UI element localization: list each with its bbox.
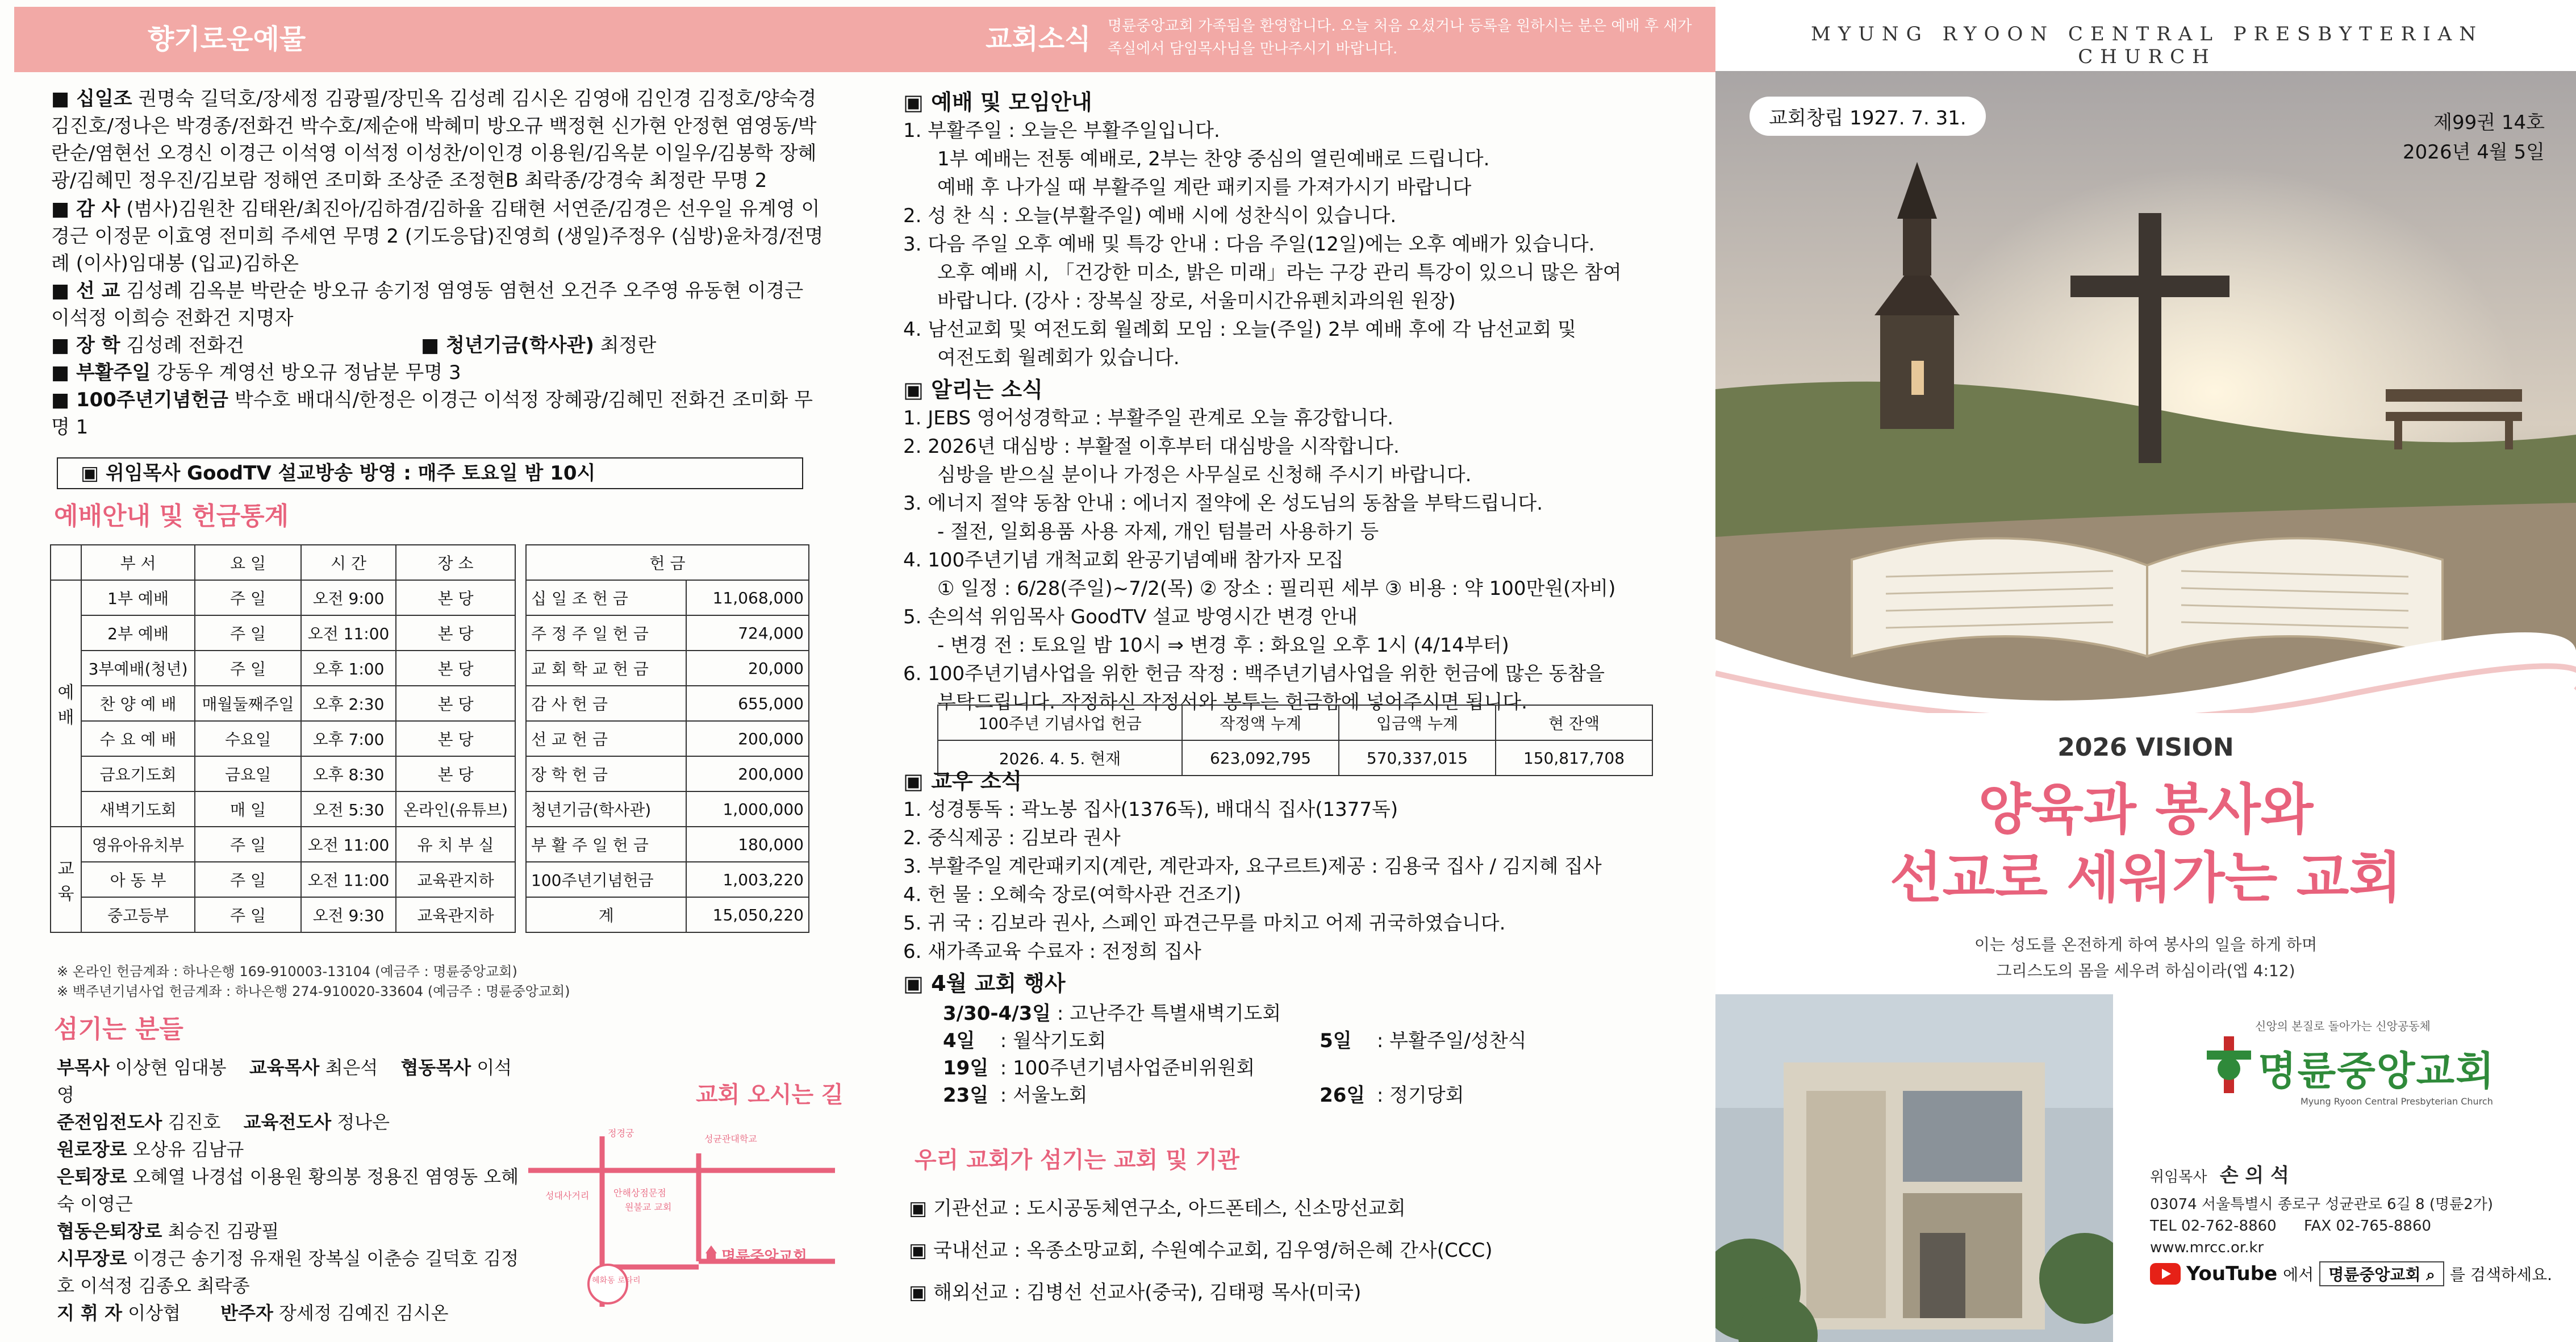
col-header: 부 서 [81, 545, 195, 580]
cell: 새벽기도회 [81, 791, 195, 827]
cell: 계 [526, 897, 686, 932]
cell: 온라인(유튜브) [396, 791, 515, 827]
role-names: 이경근 송기정 유재원 장복실 이춘승 길덕호 김정호 이석정 김종오 최락종 [57, 1248, 519, 1297]
vision-line: 양육과 봉사와 [1978, 778, 2314, 841]
list-item: ▣ 국내선교 : 옥종소망교회, 수원예수교회, 김우영/허은혜 간사(CCC) [909, 1239, 1493, 1262]
support-label: 국내선교 [933, 1239, 1008, 1262]
offering-label: 부활주일 [76, 361, 151, 384]
table-row [526, 686, 809, 721]
role-names: 장세정 김예진 김시온 [279, 1302, 449, 1324]
map-label: 성대사거리 [545, 1190, 590, 1201]
cover-panel [1715, 0, 2576, 1342]
table-row [51, 615, 515, 651]
event-day: 5일 [1320, 1030, 1352, 1052]
verse-line: 이는 성도를 온전하게 하여 봉사의 일을 하게 하며 [1974, 935, 2318, 954]
cell: 본 당 [396, 615, 515, 651]
table-row [51, 827, 515, 862]
table-row [51, 791, 515, 827]
cell: 금요일 [195, 756, 301, 791]
cell: 본 당 [396, 756, 515, 791]
news-header-title: 교회소식 [986, 23, 1091, 55]
table-row [51, 897, 515, 932]
vision-slogan [1715, 776, 2576, 912]
list-item [57, 1163, 523, 1218]
role-label: 준전임전도사 [57, 1111, 162, 1133]
list-item [57, 1245, 523, 1299]
role-names: 이상협 [128, 1302, 181, 1324]
youtube-post: 를 검색하세요. [2449, 1265, 2553, 1284]
map-label: 성균관대학교 [704, 1133, 757, 1144]
cell: 11,068,000 [686, 580, 809, 615]
group-label: 예배 [51, 580, 81, 827]
event-name: 월삭기도회 [1013, 1030, 1107, 1052]
cell: 선 교 헌 금 [526, 721, 686, 756]
youtube-label: YouTube [2186, 1262, 2278, 1285]
list-item [57, 1108, 523, 1136]
news-line: 5. 귀 국 : 김보라 권사, 스페인 파견근무를 마치고 어제 귀국하였습니다. [903, 912, 1506, 935]
role-label: 은퇴장로 [57, 1166, 127, 1187]
account-note: ※ 온라인 헌금계좌 : 하나은행 169-910003-13104 (예금주 : 명륜중앙교회) [57, 964, 517, 980]
cell: 2부 예배 [81, 615, 195, 651]
cell: 수 요 예 배 [81, 721, 195, 756]
offering-label: 선 교 [76, 280, 120, 302]
table-row [938, 705, 1652, 740]
founded-badge: 교회창립 1927. 7. 31. [1750, 97, 1986, 136]
list-item: 3/30-4/3일 : 고난주간 특별새벽기도회 [943, 1002, 1281, 1025]
cell: 주 일 [195, 862, 301, 897]
cell: 3부예배(청년) [81, 651, 195, 686]
list-item [57, 1136, 523, 1163]
cell: 교육관지하 [396, 862, 515, 897]
role-names: 이상현 임대봉 [115, 1057, 227, 1078]
cell: 교 회 학 교 헌 금 [526, 651, 686, 686]
role-label: 협동은퇴장로 [57, 1220, 162, 1242]
volume: 제99권 14호 [2433, 111, 2545, 134]
news-line: 3. 에너지 절약 동참 안내 : 에너지 절약에 온 성도님의 동참을 부탁드립니다. [903, 492, 1543, 515]
list-item [57, 1218, 523, 1245]
fund-table [937, 705, 1653, 776]
church-map [528, 1119, 846, 1312]
cell: 주 일 [195, 827, 301, 862]
cell: 570,337,015 [1339, 740, 1496, 776]
worship-table-header [51, 545, 515, 580]
cell: 오후 1:00 [301, 651, 396, 686]
list-item: ▣ 기관선교 : 도시공동체연구소, 아드폰테스, 신소망선교회 [909, 1197, 1406, 1220]
event-name: 서울노회 [1013, 1084, 1088, 1107]
list-item: 23일 : 서울노회 26일 : 정기당회 [943, 1082, 1681, 1109]
cell: 오전 11:00 [301, 862, 396, 897]
search-icon: ⌕ [2426, 1265, 2435, 1284]
cell: 200,000 [686, 721, 809, 756]
cell: 아 동 부 [81, 862, 195, 897]
logo-english: Myung Ryoon Central Presbyterian Church [2301, 1096, 2493, 1107]
cell: 오후 7:00 [301, 721, 396, 756]
offering-item: ■ 선 교 김성례 김옥분 박란순 방오규 송기정 염영동 염현선 오건주 오주영 유동현 이경근 이석정 이희승 전화건 지명자 [51, 280, 804, 330]
cell: 수요일 [195, 721, 301, 756]
table-row [526, 651, 809, 686]
offering-names: (범사)김원찬 김태완/최진아/김하겸/김하율 김태현 서연준/김경은 선우일 유계영 이경근 이정문 이효영 전미희 주세연 무명 2 (기도응답)진영희 (생일)주정우 (심방)윤차경/전명례 (이사)임대봉 (입교)김하온 [51, 198, 824, 275]
logo-tagline: 신앙의 본질로 돌아가는 신앙공동체 [2255, 1019, 2431, 1033]
table-row [526, 791, 809, 827]
section-title-text: 예배 및 모임안내 [931, 90, 1092, 115]
servants-title: 섬기는 분들 [54, 1015, 183, 1044]
fax: FAX 02-765-8860 [2303, 1218, 2432, 1235]
cell: 15,050,220 [686, 897, 809, 932]
cell: 주 일 [195, 615, 301, 651]
youtube-search-text: 명륜중앙교회 [2328, 1265, 2421, 1284]
cell: 매월둘째주일 [195, 686, 301, 721]
map-label: 정경궁 [608, 1128, 634, 1139]
youtube-icon [2150, 1263, 2181, 1285]
section-title-text: 알리는 소식 [931, 377, 1043, 402]
table-row [526, 756, 809, 791]
cell: 주 일 [195, 651, 301, 686]
cell: 100주년기념헌금 [526, 862, 686, 897]
offering-names: 최정란 [600, 334, 657, 357]
offering-names: 김성례 전화건 [126, 334, 245, 357]
news-sections [903, 88, 1710, 716]
cell: 본 당 [396, 651, 515, 686]
tel: TEL 02-762-8860 [2150, 1218, 2277, 1235]
col-header: 장 소 [396, 545, 515, 580]
role-names: 김진호 [168, 1111, 221, 1133]
account-note: ※ 백주년기념사업 헌금계좌 : 하나은행 274-910020-33604 (예금주 : 명륜중앙교회) [57, 983, 570, 999]
scripture-verse [1715, 932, 2576, 984]
cell: 영유아유치부 [81, 827, 195, 862]
offering-names: 김성례 김옥분 박란순 방오규 송기정 염영동 염현선 오건주 오주영 유동현 이경근 이석정 이희승 전화건 지명자 [51, 280, 804, 330]
middle-panel [858, 0, 1715, 1342]
church-building-photo [1715, 994, 2113, 1342]
offering-item: ■ 장 학 김성례 전화건 ■ 청년기금(학사관) 최정란 [51, 334, 657, 357]
offering-names: 박수호 배대식/한정은 이경근 이석정 장혜광/김혜민 전화건 조미화 무명 1 [51, 389, 813, 439]
news-line: 4. 남선교회 및 여전도회 월례회 모임 : 오늘(주일) 2부 예배 후에 각 남선교회 및 [903, 318, 1577, 341]
church-logo [2204, 1017, 2567, 1107]
support-text: 도시공동체연구소, 아드폰테스, 신소망선교회 [1026, 1197, 1406, 1220]
role-label: 지 휘 자 [57, 1302, 123, 1324]
vision-line: 선교로 세워가는 교회 [1889, 846, 2402, 910]
section-title: ▣ 예배 및 모임안내 [903, 90, 1092, 115]
news-line: 3. 부활주일 계란패키지(계란, 계란과자, 요구르트)제공 : 김용국 집사 / 김지혜 집사 [903, 855, 1602, 878]
cell: 부 활 주 일 헌 금 [526, 827, 686, 862]
table-row [51, 721, 515, 756]
news-line: 여전도회 월례회가 있습니다. [937, 347, 1180, 369]
section-title-text: 4월 교회 행사 [931, 971, 1066, 996]
cell: 장 학 헌 금 [526, 756, 686, 791]
issue-date: 2026년 4월 5일 [2403, 141, 2545, 164]
pastor-name: 손 의 석 [2219, 1164, 2289, 1187]
member-news [903, 767, 1710, 998]
church-english-name: MYUNG RYOON CENTRAL PRESBYTERIAN CHURCH [1811, 23, 2483, 68]
table-row [51, 651, 515, 686]
role-label: 반주자 [220, 1302, 273, 1324]
news-line: 오후 예배 시, 「건강한 미소, 밝은 미래」라는 구강 관리 특강이 있으니 많은 참여 [937, 261, 1622, 284]
offering-item: ■ 부활주일 강동우 계영선 방오규 정남분 무명 3 [51, 361, 461, 384]
cell: 1,003,220 [686, 862, 809, 897]
offering-stats-table [525, 544, 809, 933]
cell: 중고등부 [81, 897, 195, 932]
news-header-intro: 명륜중앙교회 가족됨을 환영합니다. 오늘 처음 오셨거나 등록을 원하시는 분은 예배 후 새가족실에서 담임목사님을 만나주시기 바랍니다. [1108, 18, 1692, 57]
offering-label: 장 학 [76, 334, 120, 357]
role-label: 교육전도사 [243, 1111, 332, 1133]
news-line: 5. 손의석 위임목사 GoodTV 설교 방영시간 변경 안내 [903, 606, 1358, 628]
cell: 오전 9:30 [301, 897, 396, 932]
news-line: 2. 2026년 대심방 : 부활절 이후부터 대심방을 시작합니다. [903, 435, 1400, 458]
col-header: 요 일 [195, 545, 301, 580]
section-title-text: 교우 소식 [931, 769, 1022, 794]
table-row [526, 721, 809, 756]
cell: 유 치 부 실 [396, 827, 515, 862]
news-line: ① 일정 : 6/28(주일)~7/2(목) ② 장소 : 필리핀 세부 ③ 비용 : 약 100만원(자비) [937, 577, 1616, 600]
news-line: - 변경 전 : 토요일 밤 10시 ⇒ 변경 후 : 화요일 오후 1시 (4/14부터) [937, 634, 1509, 657]
table-row [526, 862, 809, 897]
role-names: 정나은 [337, 1111, 390, 1133]
youtube-search-box[interactable] [2319, 1261, 2444, 1286]
col-header: 100주년 기념사업 헌금 [938, 705, 1182, 740]
servants-list [57, 1054, 523, 1327]
news-line: 4. 헌 물 : 오혜숙 장로(여학사관 건조기) [903, 883, 1242, 906]
cell: 감 사 헌 금 [526, 686, 686, 721]
cell: 주 정 주 일 헌 금 [526, 615, 686, 651]
news-header-bar [858, 7, 1715, 72]
cell: 623,092,795 [1182, 740, 1339, 776]
cell: 180,000 [686, 827, 809, 862]
cell: 20,000 [686, 651, 809, 686]
news-line: 2. 중식제공 : 김보라 권사 [903, 827, 1121, 849]
role-label: 원로장로 [57, 1139, 127, 1160]
event-day: 26일 [1320, 1084, 1366, 1107]
cell: 150,817,708 [1496, 740, 1652, 776]
offering-label: 십일조 [76, 87, 132, 110]
offering-item: ■ 감 사 (범사)김원찬 김태완/최진아/김하겸/김하율 김태현 서연준/김경은 선우일 유계영 이경근 이정문 이효영 전미희 주세연 무명 2 (기도응답)진영희 (생일)주정우 (심방)윤차경/전명례 (이사)임대봉 (입교)김하온 [51, 198, 824, 275]
map-label: 안해상점문점 [613, 1187, 666, 1198]
cell: 십 일 조 헌 금 [526, 580, 686, 615]
cell: 오전 11:00 [301, 615, 396, 651]
event-name: 100주년기념사업준비위원회 [1013, 1057, 1255, 1080]
cell: 찬 양 예 배 [81, 686, 195, 721]
cell: 1부 예배 [81, 580, 195, 615]
event-day: 23일 [943, 1084, 989, 1107]
cell: 주 일 [195, 580, 301, 615]
support-text: 김병선 선교사(중국), 김태평 목사(미국) [1026, 1281, 1362, 1304]
event-day: 19일 [943, 1057, 989, 1080]
role-names: 최승진 김광필 [168, 1220, 279, 1242]
role-names: 오혜열 나경섭 이용원 황의봉 정용진 염영동 오혜숙 이영근 [57, 1166, 519, 1215]
cell: 655,000 [686, 686, 809, 721]
cell: 오전 9:00 [301, 580, 396, 615]
vision-label: 2026 VISION [2057, 733, 2234, 762]
news-line: 예배 후 나가실 때 부활주일 계란 패키지를 가져가시기 바랍니다 [937, 176, 1472, 199]
news-line: 부탁드립니다. 작정하신 작정서와 봉투는 헌금함에 넣어주시면 됩니다. [937, 691, 1527, 714]
col-header: 입금액 누계 [1339, 705, 1496, 740]
map-label: 명륜중앙교회 [721, 1248, 807, 1265]
worship-table [50, 544, 516, 933]
table-row [526, 897, 809, 932]
offering-header-title: 향기로운예물 [148, 23, 306, 55]
logo-name: 명륜중앙교회 [2258, 1048, 2495, 1094]
event-name: 고난주간 특별새벽기도회 [1070, 1002, 1281, 1025]
role-names: 오상유 김남규 [132, 1139, 244, 1160]
news-line: 1. 부활주일 : 오늘은 부활주일입니다. [903, 119, 1220, 142]
cell: 주 일 [195, 897, 301, 932]
table-row [526, 580, 809, 615]
news-line: 2. 성 찬 식 : 오늘(부활주일) 예배 시에 성찬식이 있습니다. [903, 205, 1397, 227]
cell: 724,000 [686, 615, 809, 651]
left-panel [0, 0, 858, 1342]
section-title: ▣ 4월 교회 행사 [903, 971, 1066, 996]
church-icon [705, 1245, 717, 1261]
map-roads [528, 1136, 835, 1307]
cell: 200,000 [686, 756, 809, 791]
cell: 오전 5:30 [301, 791, 396, 827]
table-row [526, 827, 809, 862]
list-item: 19일 : 100주년기념사업준비위원회 [943, 1055, 1681, 1082]
offering-names: 권명숙 길덕호/장세정 김광필/장민옥 김성례 김시온 김영애 김인경 김정호/양숙경 김진호/정나은 박경종/전화건 박수호/제순애 박혜미 방오규 백정현 신가현 안정현 염영동/박란순/염현선 오경신 이경근 이석영 이석정 이성찬/이인경 이용원/김옥분 이일우/김봉학 장혜광/김혜민 정우진/김보람 정해연 조미화 조상준 조정현B 최락종/강경숙 최정란 무명 2 [51, 87, 817, 192]
news-line: 바랍니다. (강사 : 장복실 장로, 서울미시간유펜치과의원 원장) [937, 290, 1456, 312]
offering-label: 청년기금(학사관) [445, 334, 594, 357]
event-name: 정기당회 [1389, 1084, 1464, 1107]
offering-label: 감 사 [76, 198, 120, 220]
news-line: 1. 성경통독 : 곽노봉 집사(1376독), 배대식 집사(1377독) [903, 798, 1398, 821]
list-item [57, 1054, 523, 1108]
map-label: 혜화동 로타리 [592, 1276, 641, 1285]
cell: 오후 2:30 [301, 686, 396, 721]
contact-info [2150, 1165, 2570, 1258]
cell: 교육관지하 [396, 897, 515, 932]
worship-section-title: 예배안내 및 헌금통계 [54, 502, 289, 531]
support-text: 옥종소망교회, 수원예수교회, 김우영/허은혜 간사(CCC) [1026, 1239, 1493, 1262]
cell: 본 당 [396, 721, 515, 756]
cell: 본 당 [396, 686, 515, 721]
website-link[interactable]: www.mrcc.or.kr [2150, 1239, 2264, 1256]
offering-item: ■ 십일조 권명숙 길덕호/장세정 김광필/장민옥 김성례 김시온 김영애 김인경 김정호/양숙경 김진호/정나은 박경종/전화건 박수호/제순애 박혜미 방오규 백정현 신가현 안정현 염영동/박란순/염현선 오경신 이경근 이석영 이석정 이성찬/이인경 이용원/김옥분 이일우/김봉학 장혜광/김혜민 정우진/김보람 정해연 조미화 조상준 조정현B 최락종/강경숙 최정란 무명 2 [51, 87, 817, 192]
col-header: 시 간 [301, 545, 396, 580]
table-row [526, 615, 809, 651]
role-label: 교육목사 [249, 1057, 320, 1078]
table-row [51, 862, 515, 897]
role-label: 시무장로 [57, 1248, 127, 1269]
cell: 청년기금(학사관) [526, 791, 686, 827]
pastor-label: 위임목사 [2150, 1169, 2207, 1186]
cell: 오전 11:00 [301, 827, 396, 862]
news-line: 6. 100주년기념사업을 위한 헌금 작정 : 백주년기념사업을 위한 헌금에 많은 동참을 [903, 662, 1605, 685]
news-line: 4. 100주년기념 개척교회 완공기념예배 참가자 모집 [903, 549, 1344, 572]
account-notes [57, 960, 570, 1000]
role-names: 최은석 [325, 1057, 378, 1078]
news-line: 심방을 받으실 분이나 가정은 사무실로 신청해 주시기 바랍니다. [937, 464, 1472, 486]
role-label: 협동목사 [400, 1057, 471, 1078]
cell: 금요기도회 [81, 756, 195, 791]
news-line: 6. 새가족교육 수료자 : 전정희 집사 [903, 940, 1201, 963]
goodtv-notice: 위임목사 GoodTV 설교방송 방영 : 매주 토요일 밤 10시 [105, 462, 596, 485]
role-label: 부목사 [57, 1057, 110, 1078]
offering-list [51, 85, 824, 441]
news-line: 1부 예배는 전통 예배로, 2부는 찬양 중심의 열린예배로 드립니다. [937, 148, 1490, 170]
verse-line: 그리스도의 몸을 세우려 하심이라(엡 4:12) [1996, 961, 2295, 980]
table-row [51, 756, 515, 791]
support-label: 해외선교 [933, 1281, 1008, 1304]
col-header: 헌 금 [526, 545, 809, 580]
col-header: 현 잔액 [1496, 705, 1652, 740]
youtube-row [2150, 1261, 2552, 1286]
event-name: 부활주일/성찬식 [1389, 1030, 1527, 1052]
col-header: 작정액 누계 [1182, 705, 1339, 740]
section-title: ▣ 교우 소식 [903, 769, 1022, 794]
group-label: 교육 [51, 827, 81, 932]
offering-names: 강동우 계영선 방오규 정남분 무명 3 [157, 361, 461, 384]
events-list [943, 1000, 1681, 1109]
news-line: - 절전, 일회용품 사용 자제, 개인 텀블러 사용하기 등 [937, 520, 1379, 543]
cell: 2026. 4. 5. 현재 [938, 740, 1182, 776]
cell: 본 당 [396, 580, 515, 615]
youtube-pre: 에서 [2283, 1265, 2314, 1284]
table-row [51, 580, 515, 615]
map-title: 교회 오시는 길 [696, 1082, 844, 1108]
event-day: 3/30-4/3일 [943, 1002, 1051, 1025]
offering-header-bar [14, 7, 858, 72]
table-row [51, 686, 515, 721]
cell: 1,000,000 [686, 791, 809, 827]
event-day: 4일 [943, 1030, 975, 1052]
cell: 오후 8:30 [301, 756, 396, 791]
list-item: ▣ 해외선교 : 김병선 선교사(중국), 김태평 목사(미국) [909, 1281, 1362, 1304]
logo-cross-icon [2204, 1033, 2255, 1096]
address: 03074 서울특별시 종로구 성균관로 6길 8 (명륜2가) [2150, 1196, 2494, 1213]
cover-illustration [1715, 71, 2576, 713]
news-line: 3. 다음 주일 오후 예배 및 특강 안내 : 다음 주일(12일)에는 오후 예배가 있습니다. [903, 233, 1595, 256]
offering-label: 100주년기념헌금 [76, 389, 229, 411]
list-item: 4일 : 월삭기도회 5일 : 부활주일/성찬식 [943, 1027, 1681, 1055]
support-title: 우리 교회가 섬기는 교회 및 기관 [915, 1147, 1239, 1173]
map-label: 원불교 교회 [625, 1202, 672, 1212]
section-title: ▣ 알리는 소식 [903, 377, 1043, 402]
offering-item: ■ 100주년기념헌금 박수호 배대식/한정은 이경근 이석정 장혜광/김혜민 전화건 조미화 무명 1 [51, 389, 813, 439]
goodtv-notice-box: ▣ 위임목사 GoodTV 설교방송 방영 : 매주 토요일 밤 10시 [57, 457, 803, 489]
news-line: 1. JEBS 영어성경학교 : 부활주일 관계로 오늘 휴강합니다. [903, 407, 1394, 430]
support-label: 기관선교 [933, 1197, 1008, 1220]
cell: 매 일 [195, 791, 301, 827]
support-list [909, 1187, 1704, 1314]
issue-info [2386, 108, 2545, 167]
list-item [57, 1299, 523, 1327]
role-names: 이석영 [57, 1057, 512, 1106]
